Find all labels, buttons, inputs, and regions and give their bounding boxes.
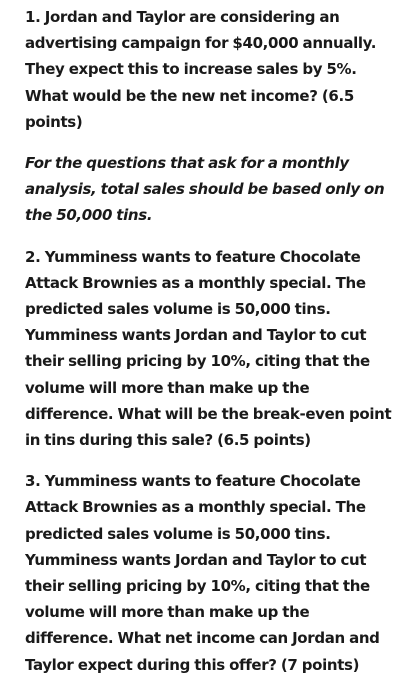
question-2-text: 2. Yumminess wants to feature Chocolate Attack Brownies as a monthly special. The predicted sales volume is 50,000 tins. Yumminess wants Jordan and Taylor to cut their selling pricing by 10%, citing that the volume will more than make up the difference. What will be the break-even point in tins during this sale? (6.5 points) xyxy=(25,247,392,450)
question-1-text: 1. Jordan and Taylor are considering an advertising campaign for $40,000 annually. They expect this to increase sales by 5%. What would be the new net income? (6.5 points) xyxy=(25,8,377,131)
monthly-analysis-note: For the questions that ask for a monthly analysis, total sales should be based only on the 50,000 tins. xyxy=(25,154,385,225)
question-3-text: 3. Yumminess wants to feature Chocolate Attack Brownies as a monthly special. The predicted sales volume is 50,000 tins. Yumminess wants Jordan and Taylor to cut their selling pricing by 10%, citing that the volume will more than make up the difference. What net income can Jordan and Taylor expect during this offer? (7 points) xyxy=(25,472,380,674)
